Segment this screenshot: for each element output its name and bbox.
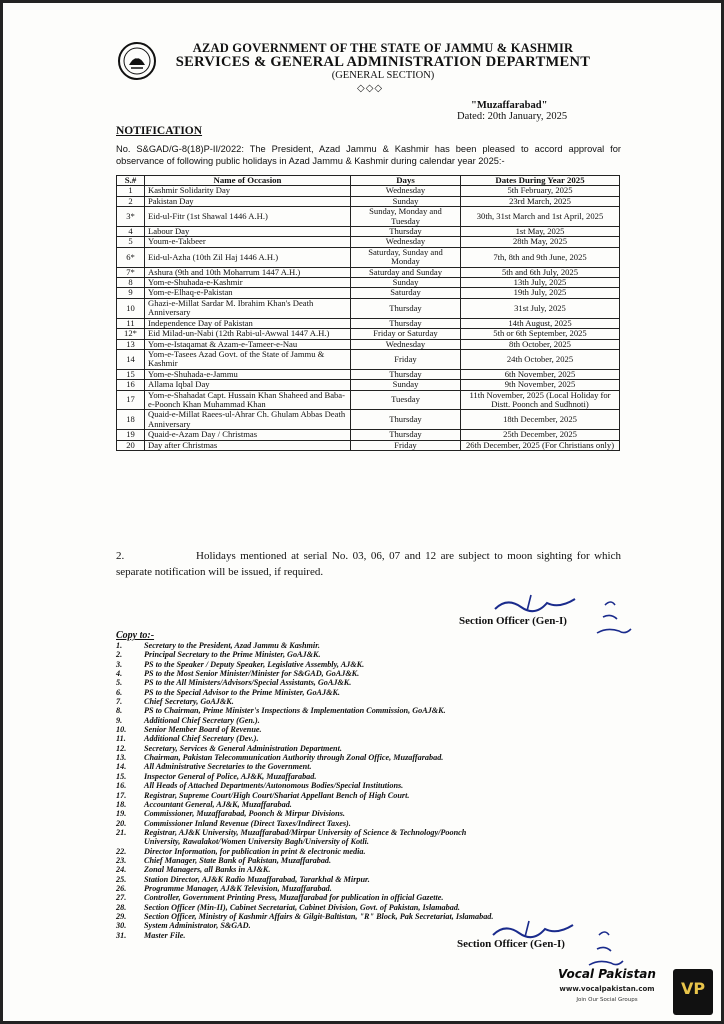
cell-occasion: Ghazi-e-Millat Sardar M. Ibrahim Khan's Death Anniversary bbox=[145, 298, 351, 318]
cell-day: Sunday bbox=[351, 196, 461, 206]
cell-serial: 9 bbox=[117, 288, 145, 298]
list-item-number: 18. bbox=[116, 799, 127, 809]
cell-occasion: Eid-ul-Azha (10th Zil Haj 1446 A.H.) bbox=[145, 247, 351, 267]
cell-serial: 4 bbox=[117, 227, 145, 237]
watermark-title: Vocal Pakistan bbox=[558, 967, 656, 981]
list-item-number: 26. bbox=[116, 883, 127, 893]
cell-occasion: Quaid-e-Millat Raees-ul-Ahrar Ch. Ghulam Abbas Death Anniversary bbox=[145, 410, 351, 430]
cell-serial: 8 bbox=[117, 278, 145, 288]
cell-serial: 7* bbox=[117, 267, 145, 277]
cell-day: Wednesday bbox=[351, 186, 461, 196]
list-item-text: Master File. bbox=[144, 930, 186, 940]
cell-occasion: Yom-e-Tasees Azad Govt. of the State of Jammu & Kashmir bbox=[145, 349, 351, 369]
holidays-table-body bbox=[117, 186, 620, 451]
cell-occasion: Eid-ul-Fitr (1st Shawal 1446 A.H.) bbox=[145, 207, 351, 227]
cell-occasion: Youm-e-Takbeer bbox=[145, 237, 351, 247]
cell-day: Saturday, Sunday and Monday bbox=[351, 247, 461, 267]
table-row bbox=[117, 207, 620, 227]
cell-serial: 10 bbox=[117, 298, 145, 318]
city-line: "Muzaffarabad" bbox=[471, 100, 548, 111]
note-text: Holidays mentioned at serial No. 03, 06, 07 and 12 are subject to moon sighting for which separate notification will be issued, if required. bbox=[116, 550, 621, 578]
cell-occasion: Independence Day of Pakistan bbox=[145, 318, 351, 328]
list-item-text: Accountant General, AJ&K, Muzaffarabad. bbox=[144, 799, 292, 809]
col-header-occasion: Name of Occasion bbox=[145, 176, 351, 186]
list-item bbox=[116, 753, 596, 762]
list-item bbox=[116, 856, 596, 865]
list-item-text: Programme Manager, AJ&K Television, Muzaffarabad. bbox=[144, 883, 332, 893]
list-item-number: 28. bbox=[116, 902, 127, 912]
cell-occasion: Yom-e-Shahadat Capt. Hussain Khan Shaheed and Baba-e-Poonch Khan Muhammad Khan bbox=[145, 390, 351, 410]
cell-day: Thursday bbox=[351, 318, 461, 328]
list-item bbox=[116, 884, 596, 893]
list-item bbox=[116, 847, 596, 856]
moon-sighting-note bbox=[116, 548, 621, 580]
ornament: ◇◇◇ bbox=[357, 83, 384, 94]
cell-serial: 13 bbox=[117, 339, 145, 349]
cell-day: Sunday bbox=[351, 380, 461, 390]
cell-date: 30th, 31st March and 1st April, 2025 bbox=[461, 207, 620, 227]
list-item-text: Additional Chief Secretary (Dev.). bbox=[144, 734, 259, 744]
list-item-number: 31. bbox=[116, 930, 127, 940]
table-row bbox=[117, 390, 620, 410]
cell-date: 11th November, 2025 (Local Holiday for Distt. Poonch and Sudhnoti) bbox=[461, 390, 620, 410]
list-item-text: Principal Secretary to the Prime Minister, GoAJ&K. bbox=[144, 650, 321, 660]
cell-date: 28th May, 2025 bbox=[461, 237, 620, 247]
cell-occasion: Yom-e-Shuhada-e-Jammu bbox=[145, 369, 351, 379]
watermark-url: www.vocalpakistan.com bbox=[559, 985, 655, 993]
list-item bbox=[116, 819, 596, 828]
cell-serial: 14 bbox=[117, 349, 145, 369]
list-item-number: 29. bbox=[116, 911, 127, 921]
cell-occasion: Labour Day bbox=[145, 227, 351, 237]
cell-day: Friday bbox=[351, 440, 461, 450]
list-item bbox=[116, 893, 596, 902]
dated-line: Dated: 20th January, 2025 bbox=[457, 111, 568, 122]
list-item bbox=[116, 706, 596, 715]
cell-occasion: Eid Milad-un-Nabi (12th Rabi-ul-Awwal 1447 A.H.) bbox=[145, 329, 351, 339]
list-item bbox=[116, 837, 596, 846]
list-item-text: Section Officer, Ministry of Kashmir Affairs & Gilgit-Baltistan, "R" Block, Pak Secretariat, Islamabad. bbox=[144, 911, 494, 921]
list-item-number: 21. bbox=[116, 827, 127, 837]
list-item-number: 13. bbox=[116, 753, 127, 763]
list-item bbox=[116, 716, 596, 725]
list-item-text: Commissioner, Muzaffarabad, Poonch & Mirpur Divisions. bbox=[144, 809, 345, 819]
list-item-text: University, Rawalakot/Women University Bagh/University of Kotli. bbox=[144, 837, 369, 847]
list-item bbox=[116, 660, 596, 669]
list-item-text: Controller, Government Printing Press, Muzaffarabad for publication in official Gazette. bbox=[144, 893, 444, 903]
signature-officer-bottom: Section Officer (Gen-I) bbox=[457, 938, 565, 950]
list-item-text: Registrar, AJ&K University, Muzaffarabad/Mirpur University of Science & Technology/Poonch bbox=[144, 827, 467, 837]
cell-date: 18th December, 2025 bbox=[461, 410, 620, 430]
cell-date: 14th August, 2025 bbox=[461, 318, 620, 328]
list-item bbox=[116, 678, 596, 687]
cell-date: 25th December, 2025 bbox=[461, 430, 620, 440]
list-item bbox=[116, 697, 596, 706]
list-item-text: Commissioner Inland Revenue (Direct Taxes/Indirect Taxes). bbox=[144, 818, 351, 828]
list-item-number: 3. bbox=[116, 659, 123, 669]
cell-day: Thursday bbox=[351, 410, 461, 430]
table-row bbox=[117, 339, 620, 349]
table-row bbox=[117, 247, 620, 267]
list-item-text: System Administrator, S&GAD. bbox=[144, 921, 251, 931]
list-item-number: 16. bbox=[116, 781, 127, 791]
cell-date: 24th October, 2025 bbox=[461, 349, 620, 369]
list-item bbox=[116, 772, 596, 781]
table-row bbox=[117, 237, 620, 247]
cell-occasion: Allama Iqbal Day bbox=[145, 380, 351, 390]
cell-day: Friday or Saturday bbox=[351, 329, 461, 339]
list-item bbox=[116, 650, 596, 659]
list-item bbox=[116, 725, 596, 734]
cell-day: Saturday and Sunday bbox=[351, 267, 461, 277]
list-item-number: 15. bbox=[116, 771, 127, 781]
cell-date: 1st May, 2025 bbox=[461, 227, 620, 237]
list-item-number: 17. bbox=[116, 790, 127, 800]
cell-date: 7th, 8th and 9th June, 2025 bbox=[461, 247, 620, 267]
cell-occasion: Ashura (9th and 10th Moharrum 1447 A.H.) bbox=[145, 267, 351, 277]
cell-serial: 11 bbox=[117, 318, 145, 328]
table-row bbox=[117, 369, 620, 379]
list-item bbox=[116, 800, 596, 809]
table-row bbox=[117, 380, 620, 390]
list-item bbox=[116, 875, 596, 884]
list-item-number: 2. bbox=[116, 650, 123, 660]
table-row bbox=[117, 227, 620, 237]
cell-day: Thursday bbox=[351, 430, 461, 440]
cell-date: 9th November, 2025 bbox=[461, 380, 620, 390]
list-item-text: All Administrative Secretaries to the Government. bbox=[144, 762, 312, 772]
list-item-text: PS to the All Ministers/Advisors/Special Assistants, GoAJ&K. bbox=[144, 678, 352, 688]
table-row bbox=[117, 298, 620, 318]
cell-day: Thursday bbox=[351, 227, 461, 237]
list-item bbox=[116, 762, 596, 771]
list-item bbox=[116, 865, 596, 874]
list-item-number: 23. bbox=[116, 855, 127, 865]
list-item-number: 4. bbox=[116, 669, 123, 679]
cell-date: 5th and 6th July, 2025 bbox=[461, 267, 620, 277]
table-row bbox=[117, 196, 620, 206]
list-item-number: 14. bbox=[116, 762, 127, 772]
list-item bbox=[116, 903, 596, 912]
cell-date: 6th November, 2025 bbox=[461, 369, 620, 379]
table-row bbox=[117, 410, 620, 430]
cell-serial: 18 bbox=[117, 410, 145, 430]
notification-intro: No. S&GAD/G-8(18)P-II/2022: The President, Azad Jammu & Kashmir has been pleased to accord approval for observance of following public holidays in Azad Jammu & Kashmir during calendar year 2025:- bbox=[116, 144, 621, 166]
list-item-number: 12. bbox=[116, 743, 127, 753]
cell-serial: 17 bbox=[117, 390, 145, 410]
list-item-text: Zonal Managers, all Banks in AJ&K. bbox=[144, 865, 271, 875]
cell-serial: 5 bbox=[117, 237, 145, 247]
list-item-text: PS to the Most Senior Minister/Minister for S&GAD, GoAJ&K. bbox=[144, 669, 360, 679]
list-item-text: PS to Chairman, Prime Minister's Inspections & Implementation Commission, GoAJ&K. bbox=[144, 706, 446, 716]
cell-date: 31st July, 2025 bbox=[461, 298, 620, 318]
list-item-number: 7. bbox=[116, 697, 123, 707]
cell-day: Thursday bbox=[351, 369, 461, 379]
cell-day: Wednesday bbox=[351, 339, 461, 349]
cell-date: 13th July, 2025 bbox=[461, 278, 620, 288]
department-title: SERVICES & GENERAL ADMINISTRATION DEPARTMENT bbox=[175, 54, 591, 70]
list-item-text: Station Director, AJ&K Radio Muzaffarabad, Tararkhal & Mirpur. bbox=[144, 874, 370, 884]
col-header-dates: Dates During Year 2025 bbox=[461, 176, 620, 186]
list-item bbox=[116, 688, 596, 697]
list-item-text: PS to the Special Advisor to the Prime Minister, GoAJ&K. bbox=[144, 687, 340, 697]
cell-day: Thursday bbox=[351, 298, 461, 318]
table-row bbox=[117, 267, 620, 277]
copy-to-heading: Copy to:- bbox=[116, 630, 155, 641]
cell-date: 26th December, 2025 (For Christians only) bbox=[461, 440, 620, 450]
list-item-number: 9. bbox=[116, 715, 123, 725]
list-item-text: Secretary, Services & General Administration Department. bbox=[144, 743, 342, 753]
list-item-text: Inspector General of Police, AJ&K, Muzaffarabad. bbox=[144, 771, 317, 781]
table-row bbox=[117, 329, 620, 339]
cell-occasion: Kashmir Solidarity Day bbox=[145, 186, 351, 196]
list-item-number: 19. bbox=[116, 809, 127, 819]
list-item-number: 11. bbox=[116, 734, 126, 744]
list-item bbox=[116, 809, 596, 818]
cell-date: 5th or 6th September, 2025 bbox=[461, 329, 620, 339]
list-item-text: Additional Chief Secretary (Gen.). bbox=[144, 715, 260, 725]
table-row bbox=[117, 318, 620, 328]
cell-serial: 12* bbox=[117, 329, 145, 339]
list-item bbox=[116, 828, 596, 837]
list-item-number: 20. bbox=[116, 818, 127, 828]
cell-day: Sunday bbox=[351, 278, 461, 288]
list-item-number: 8. bbox=[116, 706, 123, 716]
table-row bbox=[117, 278, 620, 288]
list-item-number: 1. bbox=[116, 641, 123, 650]
holidays-table bbox=[116, 175, 620, 451]
list-item-text: All Heads of Attached Departments/Autonomous Bodies/Special Institutions. bbox=[144, 781, 404, 791]
cell-serial: 19 bbox=[117, 430, 145, 440]
list-item bbox=[116, 744, 596, 753]
cell-day: Wednesday bbox=[351, 237, 461, 247]
list-item-number: 5. bbox=[116, 678, 123, 688]
list-item-number: 10. bbox=[116, 725, 127, 735]
list-item bbox=[116, 734, 596, 743]
cell-occasion: Yom-e-Istaqamat & Azam-e-Tameer-e-Nau bbox=[145, 339, 351, 349]
cell-date: 5th February, 2025 bbox=[461, 186, 620, 196]
cell-serial: 6* bbox=[117, 247, 145, 267]
list-item bbox=[116, 641, 596, 650]
cell-serial: 15 bbox=[117, 369, 145, 379]
cell-day: Tuesday bbox=[351, 390, 461, 410]
table-row bbox=[117, 440, 620, 450]
cell-occasion: Day after Christmas bbox=[145, 440, 351, 450]
list-item-number: 6. bbox=[116, 687, 123, 697]
cell-serial: 20 bbox=[117, 440, 145, 450]
cell-occasion: Yom-e-Elhaq-e-Pakistan bbox=[145, 288, 351, 298]
copy-to-list bbox=[116, 641, 596, 940]
list-item-number: 22. bbox=[116, 846, 127, 856]
list-item-text: Section Officer (Min-II), Cabinet Secretariat, Cabinet Division, Govt. of Pakistan, Islamabad. bbox=[144, 902, 460, 912]
government-title: AZAD GOVERNMENT OF THE STATE OF JAMMU & KASHMIR bbox=[192, 41, 574, 55]
list-item-text: Chief Secretary, GoAJ&K. bbox=[144, 697, 234, 707]
cell-serial: 2 bbox=[117, 196, 145, 206]
list-item-text: Chairman, Pakistan Telecommunication Authority through Zonal Office, Muzaffarabad. bbox=[144, 753, 444, 763]
list-item-number: 24. bbox=[116, 865, 127, 875]
cell-day: Sunday, Monday and Tuesday bbox=[351, 207, 461, 227]
list-item-text: Registrar, Supreme Court/High Court/Shariat Appellant Bench of High Court. bbox=[144, 790, 410, 800]
list-item-text: PS to the Speaker / Deputy Speaker, Legislative Assembly, AJ&K. bbox=[144, 659, 365, 669]
list-item-number: 27. bbox=[116, 893, 127, 903]
table-row bbox=[117, 430, 620, 440]
col-header-serial: S.# bbox=[117, 176, 145, 186]
col-header-days: Days bbox=[351, 176, 461, 186]
cell-serial: 16 bbox=[117, 380, 145, 390]
table-row bbox=[117, 288, 620, 298]
cell-occasion: Pakistan Day bbox=[145, 196, 351, 206]
table-header-row bbox=[117, 176, 620, 186]
list-item bbox=[116, 669, 596, 678]
cell-date: 19th July, 2025 bbox=[461, 288, 620, 298]
cell-date: 8th October, 2025 bbox=[461, 339, 620, 349]
cell-occasion: Quaid-e-Azam Day / Christmas bbox=[145, 430, 351, 440]
list-item-text: Chief Manager, State Bank of Pakistan, Muzaffarabad. bbox=[144, 855, 332, 865]
watermark-join-text: Join Our Social Groups bbox=[576, 997, 638, 1003]
list-item-text: Secretary to the President, Azad Jammu & Kashmir. bbox=[144, 641, 320, 650]
signature-officer: Section Officer (Gen-I) bbox=[459, 615, 567, 627]
cell-occasion: Yom-e-Shuhada-e-Kashmir bbox=[145, 278, 351, 288]
list-item bbox=[116, 781, 596, 790]
list-item-text: Senior Member Board of Revenue. bbox=[144, 725, 262, 735]
vocal-pakistan-logo-icon: VP bbox=[673, 969, 713, 1015]
note-number: 2. bbox=[116, 550, 125, 562]
table-row bbox=[117, 186, 620, 196]
list-item-text: Director Information, for publication in print & electronic media. bbox=[144, 846, 366, 856]
cell-serial: 3* bbox=[117, 207, 145, 227]
cell-day: Friday bbox=[351, 349, 461, 369]
watermark bbox=[545, 965, 717, 1019]
government-emblem-icon bbox=[117, 41, 157, 81]
cell-day: Saturday bbox=[351, 288, 461, 298]
section-title: (GENERAL SECTION) bbox=[331, 70, 435, 81]
cell-date: 23rd March, 2025 bbox=[461, 196, 620, 206]
list-item-number: 25. bbox=[116, 874, 127, 884]
table-row bbox=[117, 349, 620, 369]
list-item bbox=[116, 791, 596, 800]
list-item-number: 30. bbox=[116, 921, 127, 931]
cell-serial: 1 bbox=[117, 186, 145, 196]
notification-heading: NOTIFICATION bbox=[116, 125, 203, 137]
